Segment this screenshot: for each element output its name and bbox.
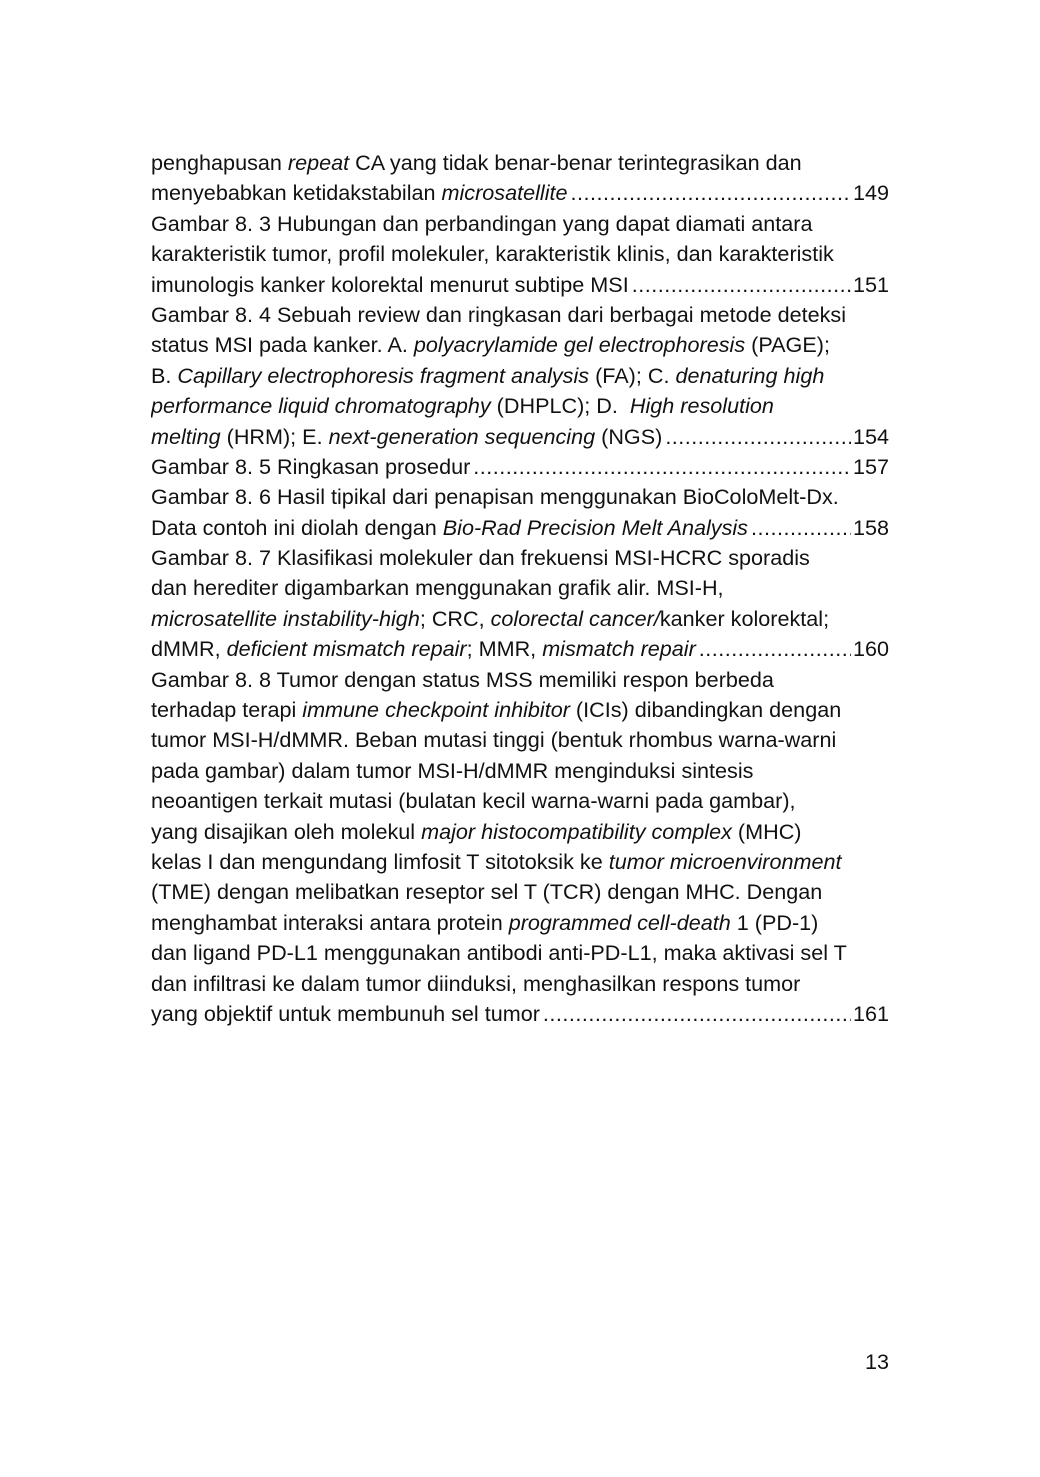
toc-line [151,391,889,421]
toc-text: Gambar 8. 8 Tumor dengan status MSS memiliki respon berbeda [151,666,774,692]
toc-entry-end[interactable] [151,999,889,1029]
leader-dots [699,634,851,664]
toc-text: Gambar 8. 4 Sebuah review dan ringkasan dari berbagai metode deteksi [151,301,847,327]
toc-text: menyebabkan ketidakstabilan microsatellite [151,180,568,206]
toc-line [151,908,889,938]
toc-italic-text: Capillary electrophoresis fragment analysis [177,362,590,388]
toc-text: Gambar 8. 5 Ringkasan prosedur [151,453,471,479]
toc-italic-text: immune checkpoint inhibitor [302,697,570,723]
toc-line [151,665,889,695]
toc-text: CA yang tidak benar-benar terintegrasikan dan [349,150,802,175]
toc-text: tumor MSI-H/dMMR. Beban mutasi tinggi (bentuk rhombus warna-warni [151,727,837,753]
toc-text: dan infiltrasi ke dalam tumor diinduksi, menghasilkan respons tumor [151,970,801,996]
toc-italic-text: performance liquid chromatography [151,393,491,419]
toc-text: Gambar 8. 6 Hasil tipikal dari penapisan menggunakan BioColoMelt-Dx. [151,484,839,510]
toc-text: Gambar 8. 3 Hubungan dan perbandingan yang dapat diamati antara [151,210,813,236]
toc-italic-text: programmed cell-death [508,909,731,935]
toc-line [151,877,889,907]
toc-text: kelas I dan mengundang limfosit T sitotoksik ke [151,848,609,874]
toc-line [151,817,889,847]
toc-page-number: 157 [852,453,889,479]
toc-line [151,756,889,786]
leader-dots [571,178,851,208]
toc-text: (DHPLC); D. [490,393,630,419]
toc-text: dMMR, deficient mismatch repair; MMR, mismatch repair [151,636,696,662]
toc-entry-end[interactable] [151,634,889,664]
toc-line [151,361,889,391]
toc-entry-end[interactable] [151,178,889,208]
toc-text: yang objektif untuk membunuh sel tumor [151,1000,540,1026]
toc-line [151,786,889,816]
toc-line [151,543,889,573]
toc-italic-text: denaturing high [675,362,825,388]
toc-line [151,604,889,634]
toc-text: yang disajikan oleh molekul [151,818,422,844]
toc-page-number: 161 [852,1000,889,1026]
toc-text: 1 (PD-1) [730,909,819,935]
toc-page-number: 149 [852,180,889,206]
toc-entry-end[interactable] [151,422,889,452]
toc-page-number: 160 [852,636,889,662]
toc-text: (FA); C. [589,362,676,388]
toc-line [151,847,889,877]
toc-page-number: 158 [852,514,889,540]
page-number: 13 [864,1349,889,1374]
toc-line [151,938,889,968]
toc-text: ; CRC, [419,605,491,631]
leader-dots [473,452,851,482]
toc-line [151,695,889,725]
leader-dots [665,422,851,452]
toc-text: imunologis kanker kolorektal menurut subtipe MSI [151,271,629,297]
toc-text: pada gambar) dalam tumor MSI-H/dMMR menginduksi sintesis [151,757,754,783]
leader-dots [751,513,851,543]
toc-text: melting (HRM); E. next-generation sequencing (NGS) [151,423,663,449]
toc-line [151,239,889,269]
toc-line [151,330,889,360]
toc-italic-text: tumor microenvironment [608,848,842,874]
toc-line [151,209,889,239]
toc-text: karakteristik tumor, profil molekuler, karakteristik klinis, dan karakteristik [151,241,834,267]
list-of-figures [151,148,889,1029]
toc-text: Gambar 8. 7 Klasifikasi molekuler dan frekuensi MSI-HCRC sporadis [151,545,810,571]
toc-text: status MSI pada kanker. A. [151,332,414,358]
toc-text: Data contoh ini diolah dengan Bio-Rad Precision Melt Analysis [151,514,748,540]
toc-text: menghambat interaksi antara protein [151,909,509,935]
toc-text: terhadap terapi [151,697,303,723]
toc-page-number: 154 [852,423,889,449]
toc-italic-text: colorectal cancer/ [490,605,660,631]
toc-line [151,300,889,330]
toc-entry-end[interactable] [151,513,889,543]
toc-italic-text: microsatellite instability-high [151,605,420,631]
toc-italic-text: major histocompatibility complex [421,818,732,844]
toc-italic-text: polyacrylamide gel electrophoresis [413,332,746,358]
leader-dots [632,270,851,300]
toc-text: penghapusan [151,150,288,175]
toc-text: (ICIs) dibandingkan dengan [569,697,842,723]
toc-text: (MHC) [731,818,802,844]
toc-text: (PAGE); [745,332,830,358]
leader-dots [543,999,851,1029]
toc-line [151,969,889,999]
toc-italic-text: High resolution [629,393,774,419]
toc-entry-end[interactable] [151,270,889,300]
toc-text: (TME) dengan melibatkan reseptor sel T (TCR) dengan MHC. Dengan [151,879,823,905]
toc-text: neoantigen terkait mutasi (bulatan kecil warna-warni pada gambar), [151,788,796,814]
toc-italic-text: repeat [287,150,350,175]
toc-text: kanker kolorektal; [659,605,830,631]
toc-text: dan herediter digambarkan menggunakan grafik alir. MSI-H, [151,575,724,601]
toc-entry-end[interactable] [151,452,889,482]
toc-line [151,482,889,512]
toc-text: dan ligand PD-L1 menggunakan antibodi anti-PD-L1, maka aktivasi sel T [151,940,847,966]
toc-line [151,148,889,178]
toc-line [151,573,889,603]
toc-line [151,725,889,755]
toc-page-number: 151 [852,271,889,297]
toc-text: B. [151,362,178,388]
